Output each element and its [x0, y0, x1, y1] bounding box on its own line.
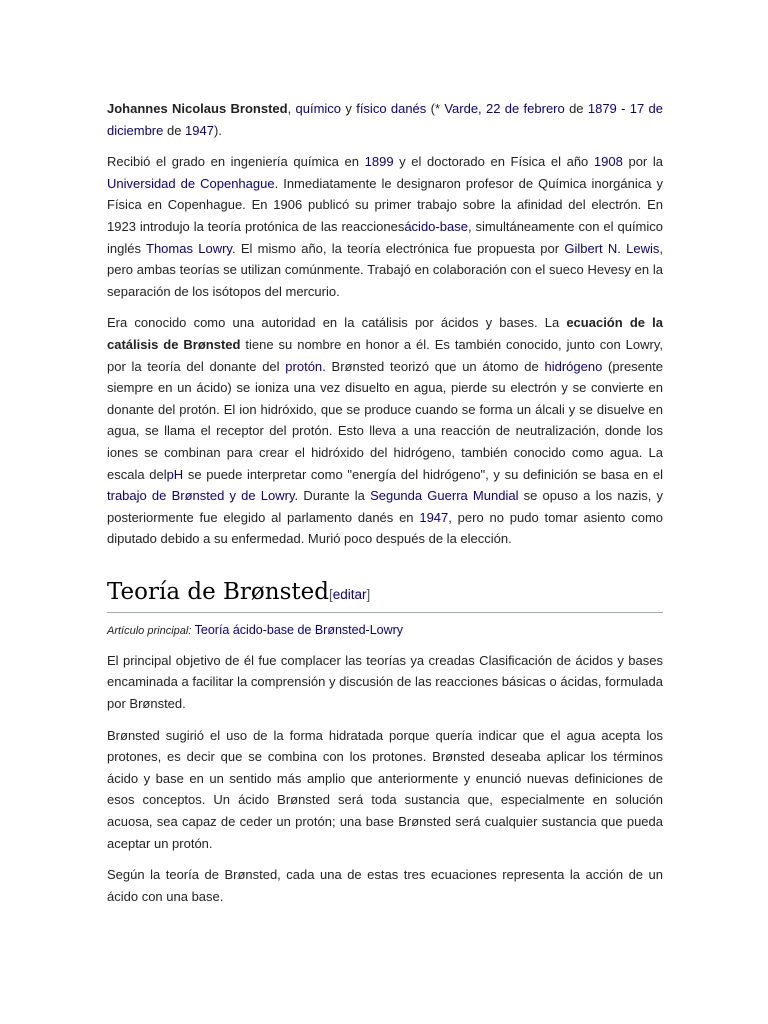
section-heading	[107, 577, 663, 613]
text: Recibió el grado en ingeniería química en	[107, 154, 365, 170]
link-trabajo-bronsted-lowry[interactable]: trabajo de Brønsted y de Lowry	[107, 488, 295, 504]
text: ).	[213, 122, 222, 138]
text: . Brønsted teorizó que un átomo de	[322, 358, 545, 374]
link-1879[interactable]: 1879 - 17 de diciembre	[107, 101, 663, 138]
link-1908[interactable]: 1908	[593, 154, 623, 170]
hatnote-link[interactable]: Teoría ácido-base de Brønsted-Lowry	[194, 622, 404, 637]
link-acido-base[interactable]: ácido-base	[404, 218, 468, 234]
intro-paragraph	[107, 98, 663, 141]
text: (presente siempre en un ácido) se ioniza una vez disuelto en agua, pierde su electrón y se convierte en donante del protón. El ion hidróxido, que se produce cuando se forma un álcali y se disuelve en agua, se llama el receptor del protón. Esto lleva a una reacción de neutralización, donde los iones se combinan para crear el hidróxido del hidrógeno, también conocido como agua. La escala del	[107, 358, 663, 482]
catalysis-paragraph	[107, 312, 663, 550]
link-1899[interactable]: 1899	[364, 154, 394, 170]
objective-paragraph: El principal objetivo de él fue complacer las teorías ya creadas Clasificación de ácidos y bases encaminada a facilitar la comprensión y discusión de las reacciones básicas o ácidas, formulada por Brønsted.	[107, 652, 663, 712]
text: ,	[287, 101, 296, 116]
link-segunda-guerra-mundial[interactable]: Segunda Guerra Mundial	[370, 488, 519, 504]
link-1947[interactable]: 1947	[185, 122, 214, 138]
text: y el doctorado en Física el año	[393, 154, 594, 170]
bracket: ]	[366, 586, 371, 602]
link-varde[interactable]: Varde, 22 de febrero	[444, 101, 565, 116]
text: , pero no pudo tomar asiento como diputado debido a su enfermedad. Murió poco después de la elección.	[107, 509, 664, 547]
hatnote	[107, 621, 663, 640]
link-ph[interactable]: pH	[166, 466, 184, 482]
link-gilbert-lewis[interactable]: Gilbert N. Lewis	[564, 240, 660, 256]
education-paragraph	[107, 151, 663, 302]
hatnote-label: Artículo principal:	[107, 624, 192, 637]
link-hidrogeno[interactable]: hidrógeno	[544, 358, 603, 374]
link-thomas-lowry[interactable]: Thomas Lowry	[146, 240, 232, 256]
text: , simultáneamente con el químico inglés	[107, 218, 664, 256]
link-universidad-copenhague[interactable]: Universidad de Copenhague	[107, 175, 275, 191]
text: Era conocido como una autoridad en la catálisis por ácidos y bases. La	[107, 315, 567, 331]
text: . Inmediatamente le designaron profesor de Química inorgánica y Física en Copenhague. En 1906 publicó su primer trabajo sobre la afinidad del electrón. En 1923 introdujo la teoría protónica de las reacciones	[107, 175, 663, 234]
link-quimico[interactable]: químico	[295, 101, 342, 116]
text: de	[564, 101, 588, 116]
text: y	[341, 101, 357, 116]
bracket: [	[328, 586, 333, 602]
text: se puede interpretar como "energía del hidrógeno", y su definición se basa en el	[183, 466, 663, 482]
text: por la	[622, 154, 663, 170]
text: tiene su nombre en honor a él. Es también conocido, junto con Lowry, por la teoría del donante del	[107, 336, 663, 374]
section-title: Teoría de Brønsted	[107, 578, 329, 605]
edit-link[interactable]: editar	[332, 586, 367, 602]
equations-paragraph: Según la teoría de Brønsted, cada una de estas tres ecuaciones representa la acción de un ácido con una base.	[107, 867, 663, 904]
article-body	[107, 98, 663, 917]
bold-term: ecuación de la catálisis de Brønsted	[107, 315, 663, 352]
text: (*	[426, 101, 445, 116]
text: . Durante la	[294, 488, 371, 504]
link-proton[interactable]: protón	[285, 358, 323, 374]
link-1947-parlamento[interactable]: 1947	[419, 509, 449, 525]
subject-name: Johannes Nicolaus Bronsted	[107, 101, 288, 116]
text: se opuso a los nazis, y posteriormente fue elegido al parlamento danés en	[107, 488, 664, 525]
text: , pero ambas teorías se utilizan comúnmente. Trabajó en colaboración con el sueco Hevesy en la separación de los isótopos del mercurio.	[107, 240, 664, 299]
text: . El mismo año, la teoría electrónica fue propuesta por	[231, 240, 565, 256]
link-fisico-danes[interactable]: físico danés	[356, 101, 427, 116]
text: de	[163, 122, 186, 138]
hydrated-form-paragraph: Brønsted sugirió el uso de la forma hidratada porque quería indicar que el agua acepta los protones, es decir que se combina con los protones. Brønsted deseaba aplicar los términos ácido y base en un sentido más amplio que anteriormente y enunció nuevas definiciones de esos conceptos. Un ácido Brønsted será toda sustancia que, especialmente en solución acuosa, sea capaz de ceder un protón; una base Brønsted será cualquier sustancia que pueda aceptar un protón.	[107, 727, 663, 851]
edit-section	[329, 587, 370, 602]
